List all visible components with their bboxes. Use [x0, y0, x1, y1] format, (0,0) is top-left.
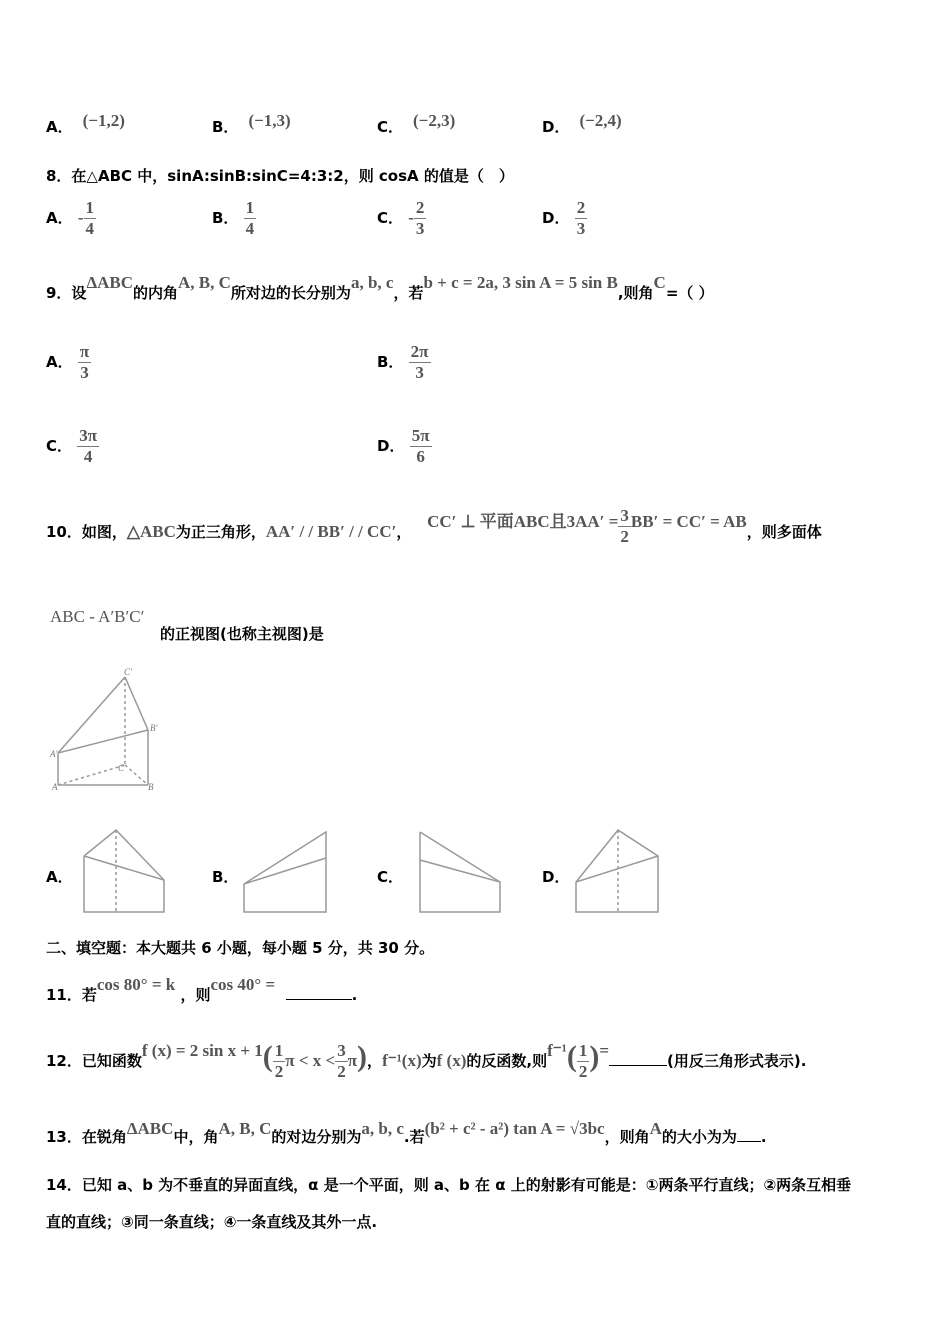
text: ,则角 — [617, 284, 654, 302]
q10-stem-end: 的正视图(也称主视图)是 — [160, 625, 324, 643]
q10-stem — [46, 506, 822, 553]
math: f (x) = 2 sin x + 1 — [141, 1041, 263, 1060]
q9-stem — [46, 273, 714, 303]
fraction — [414, 198, 427, 239]
option-value: (−1,3) — [248, 111, 291, 130]
text: 为正三角形， — [175, 523, 266, 541]
option-label: B． — [212, 118, 239, 136]
num: 2 — [576, 198, 586, 217]
option-label: A． — [46, 118, 73, 136]
q9-option-d[interactable] — [377, 426, 432, 467]
text: ，则多面体 — [746, 523, 822, 541]
den: 4 — [83, 447, 93, 466]
option-label: D． — [377, 437, 405, 455]
text: 9．设 — [46, 284, 87, 302]
math: a, b, c — [350, 273, 394, 292]
q7-option-a[interactable] — [46, 111, 125, 137]
num: 2π — [410, 342, 429, 361]
option-label: D． — [542, 118, 570, 136]
math: f (x) — [436, 1051, 467, 1070]
text: 的反函数,则 — [466, 1052, 548, 1070]
q8-option-d[interactable] — [542, 198, 587, 239]
math: A — [649, 1119, 662, 1138]
q10-polyhedron: ABC - A′B′C′ — [50, 607, 145, 626]
q10-option-b[interactable]: B． — [212, 868, 239, 886]
math: f⁻¹ — [547, 1041, 567, 1060]
answer-blank[interactable] — [286, 999, 352, 1000]
math: △ABC — [126, 522, 176, 541]
sign: - — [408, 208, 414, 227]
math: = — [599, 1041, 609, 1060]
den: 2 — [578, 1062, 588, 1081]
q10-main-figure — [48, 665, 168, 795]
fraction — [409, 342, 431, 383]
math: C — [653, 273, 666, 292]
label: A — [52, 782, 58, 792]
option-value: (−2,3) — [413, 111, 456, 130]
q12-stem: 12．已知函数f (x) = 2 sin x + 1( $\frac{1}{2}$ π < x < $\frac{3}{2}$ π)，f⁻¹(x)为f (x)的反函数,则f⁻¹( $\frac{1}{2}$ )=(用反三角形式表示). — [46, 1040, 807, 1081]
math: a, b, c — [361, 1119, 404, 1138]
text: 13．在锐角 — [46, 1128, 127, 1146]
sign: - — [77, 208, 84, 227]
den: 2 — [337, 1062, 346, 1081]
q10-option-c[interactable]: C． — [377, 868, 404, 886]
fraction — [77, 426, 99, 467]
math: cos 40° = — [210, 975, 276, 994]
q10-option-a-figure[interactable] — [80, 826, 170, 916]
label: B — [148, 782, 154, 792]
label: B' — [150, 723, 158, 733]
text: .若 — [403, 1128, 425, 1146]
q11-stem — [46, 975, 358, 1005]
math: f⁻¹(x) — [382, 1051, 422, 1070]
text: 12．已知函数 — [46, 1052, 142, 1070]
option-label: C． — [377, 209, 404, 227]
text: ，则 — [180, 986, 211, 1004]
text: . — [351, 986, 358, 1004]
num: 1 — [85, 198, 95, 217]
q10-option-d-figure[interactable] — [572, 826, 662, 916]
q10-option-a[interactable]: A． — [46, 868, 73, 886]
section-heading: 二、填空题：本大题共 6 小题，每小题 5 分，共 30 分。 — [46, 939, 435, 957]
num: 1 — [274, 1041, 284, 1060]
den: 4 — [245, 219, 255, 238]
q7-option-c[interactable] — [377, 111, 456, 137]
num: 1 — [578, 1041, 588, 1060]
math: AA′ / / BB′ / / CC′ — [265, 522, 397, 541]
q7-option-b[interactable] — [212, 111, 291, 137]
label: C — [118, 763, 125, 773]
fraction — [84, 198, 97, 239]
math: ΔABC — [86, 273, 133, 292]
math: CC′ ⊥ 平面ABC且3AA′ = — [427, 512, 619, 531]
num: π — [79, 342, 90, 361]
den: 4 — [85, 219, 95, 238]
q13-stem — [46, 1119, 767, 1147]
num: 3 — [337, 1041, 346, 1060]
text: 中，角 — [173, 1128, 219, 1146]
option-label: C． — [377, 118, 404, 136]
den: 3 — [415, 219, 425, 238]
option-value: (−1,2) — [82, 111, 125, 130]
q14-line1: 14．已知 a、b 为不垂直的异面直线，α 是一个平面，则 a、b 在 α 上的射影有可能是：①两条平行直线；②两条互相垂 — [46, 1176, 852, 1194]
option-label: B． — [377, 353, 404, 371]
math: π < x < — [285, 1051, 336, 1070]
text: =（ ） — [665, 284, 714, 302]
math: ΔABC — [126, 1119, 174, 1138]
text: ，若 — [393, 284, 424, 302]
math: b + c = 2a, 3 sin A = 5 sin B — [423, 273, 618, 292]
q7-option-d[interactable] — [542, 111, 622, 137]
text: ， — [396, 523, 412, 541]
option-label: C． — [46, 437, 73, 455]
option-label: A． — [46, 209, 73, 227]
math: cos 80° = k — [96, 975, 176, 994]
den: 6 — [416, 447, 425, 466]
text: 10．如图， — [46, 523, 127, 541]
fraction — [410, 426, 432, 467]
num: 3π — [79, 426, 98, 445]
q8-stem: 8．在△ABC 中，sinA:sinB:sinC=4:3:2，则 cosA 的值是（ ） — [46, 167, 514, 185]
q14-line2: 直的直线；③同一条直线；④一条直线及其外一点. — [46, 1213, 378, 1231]
num: 1 — [245, 198, 255, 217]
den: 3 — [415, 363, 424, 382]
text: 所对边的长分别为 — [230, 284, 351, 302]
q9-option-a[interactable] — [46, 342, 91, 383]
option-value: (−2,4) — [579, 111, 622, 130]
q10-option-d[interactable]: D． — [542, 868, 570, 886]
q8-option-b[interactable] — [212, 198, 256, 239]
fraction — [618, 506, 631, 547]
fraction — [335, 1041, 348, 1082]
fraction — [577, 1041, 590, 1082]
den: 2 — [620, 527, 629, 546]
fraction — [575, 198, 588, 239]
text: . — [760, 1128, 767, 1146]
q9-option-c[interactable] — [46, 426, 99, 467]
option-label: A． — [46, 353, 73, 371]
text: ，则角 — [604, 1128, 650, 1146]
fraction — [78, 342, 91, 383]
num: 5π — [411, 426, 430, 445]
text: ， — [367, 1052, 383, 1070]
q10-option-b-figure[interactable] — [240, 826, 330, 916]
text: 的内角 — [133, 284, 179, 302]
label: A' — [50, 749, 58, 759]
text: 的对边分别为 — [271, 1128, 362, 1146]
q10-option-c-figure[interactable] — [416, 826, 506, 916]
q8-option-c[interactable] — [377, 198, 426, 239]
math: π — [347, 1051, 358, 1070]
q8-option-a[interactable] — [46, 198, 96, 239]
den: 2 — [274, 1062, 284, 1081]
fraction — [244, 198, 257, 239]
text: 为 — [421, 1052, 437, 1070]
num: 3 — [620, 506, 629, 525]
math: A, B, C — [218, 1119, 272, 1138]
den: 3 — [576, 219, 586, 238]
fraction — [273, 1041, 286, 1082]
answer-blank[interactable] — [737, 1141, 761, 1142]
den: 3 — [80, 363, 89, 382]
math: (b² + c² - a²) tan A = √3bc — [424, 1119, 605, 1138]
label: C' — [124, 667, 132, 677]
q9-option-b[interactable] — [377, 342, 431, 383]
text: 11．若 — [46, 986, 97, 1004]
answer-blank[interactable] — [609, 1065, 667, 1066]
text: (用反三角形式表示). — [667, 1052, 807, 1070]
option-label: D． — [542, 209, 570, 227]
option-label: B． — [212, 209, 239, 227]
text: 的大小为为 — [661, 1128, 737, 1146]
math: BB′ = CC′ = AB — [630, 512, 747, 531]
num: 2 — [415, 198, 425, 217]
math: A, B, C — [178, 273, 231, 292]
